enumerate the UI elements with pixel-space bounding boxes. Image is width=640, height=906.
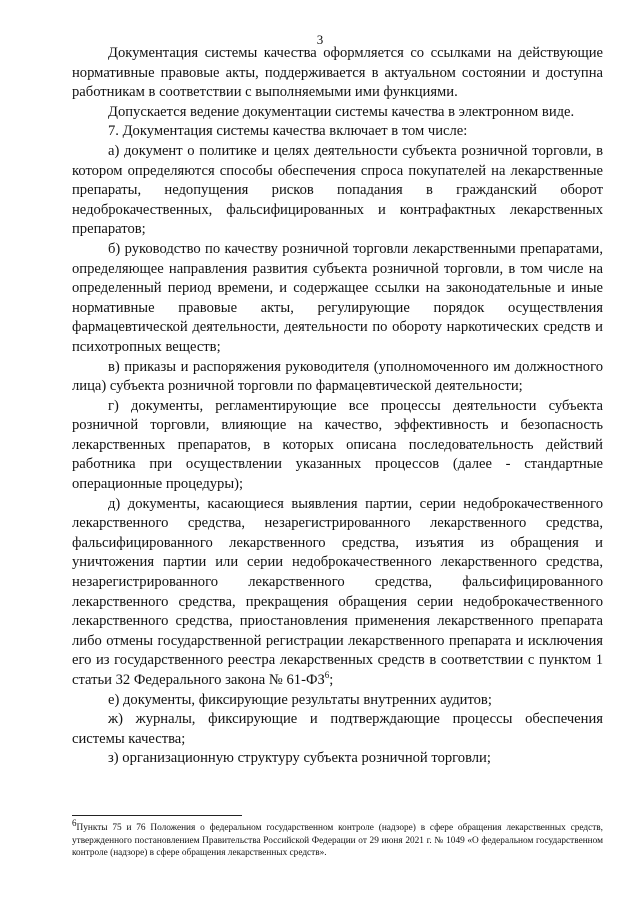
paragraph: 7. Документация системы качества включает в том числе: [108, 123, 468, 140]
paragraph: е) документы, фиксирующие результаты внутренних аудитов; [108, 691, 492, 708]
paragraph [72, 495, 603, 691]
paragraph: а) документ о политике и целях деятельности субъекта розничной торговли, в котором определяются способы обеспечения спроса покупателей на лекарственные препараты, недопущения рисков попадания в гражданский оборот недоброкачественных, фальсифицированных и контрафактных лекарственных препаратов; [72, 142, 603, 238]
footnote-separator [72, 815, 242, 816]
document-body [72, 44, 603, 769]
footnote-reference: 6 [324, 670, 330, 681]
paragraph: г) документы, регламентирующие все процессы деятельности субъекта розничной торговли, влияющие на качество, эффективность и безопасность лекарственных препаратов, в которых описана последовательность действий работника при осуществлении указанных процессов (далее - стандартные операционные процедуры); [72, 397, 603, 493]
page-number: 3 [316, 32, 324, 47]
paragraph: Допускается ведение документации системы качества в электронном виде. [108, 103, 575, 120]
paragraph: в) приказы и распоряжения руководителя (уполномоченного им должностного лица) субъекта розничной торговли по фармацевтической деятельности; [72, 358, 603, 395]
paragraph-text: д) документы, касающиеся выявления партии, серии недоброкачественного лекарственного средства, незарегистрированного лекарственного средства, фальсифицированного лекарственного средства, изъятия из обращения и уничтожения партии или серии недоброкачественного лекарственного средства, незарегистрированного лекарственного средства, фальсифицированного лекарственного средства, прекращения обращения серии недоброкачественного лекарственного средства, приостановления применения лекарственного препарата либо отмены государственной регистрации лекарственного препарата и исключения его из государственного реестра лекарственных средств в соответствии с пунктом 1 статьи 32 Федерального закона № 61-ФЗ [72, 495, 603, 688]
footnote-marker: 6 [72, 817, 77, 828]
paragraph: з) организационную структуру субъекта розничной торговли; [108, 750, 491, 767]
footnote-text: Пункты 75 и 76 Положения о федеральном государственном контроле (надзоре) в сфере обращения лекарственных средств, утвержденного постановлением Правительства Российской Федерации от 29 июня 2021 г. № 1049 «О федеральном государственном контроле (надзоре) в сфере обращения лекарственных средств». [72, 823, 603, 858]
paragraph: ж) журналы, фиксирующие и подтверждающие процессы обеспечения системы качества; [72, 711, 603, 747]
paragraph: Документация системы качества оформляется со ссылками на действующие нормативные правовые акты, поддерживается в актуальном состоянии и доступна работникам в соответствии с выполняемыми ими функциями. [72, 45, 603, 101]
paragraph-ending: ; [329, 672, 334, 688]
paragraph: б) руководство по качеству розничной торговли лекарственными препаратами, определяющее направления развития субъекта розничной торговли, в том числе на определенный период времени, и содержащее ссылки на законодательные и иные нормативные правовые акты, регулирующие порядок осуществления фармацевтической деятельности, деятельности по обороту наркотических средств и психотропных веществ; [72, 240, 603, 355]
footnote [72, 817, 603, 860]
